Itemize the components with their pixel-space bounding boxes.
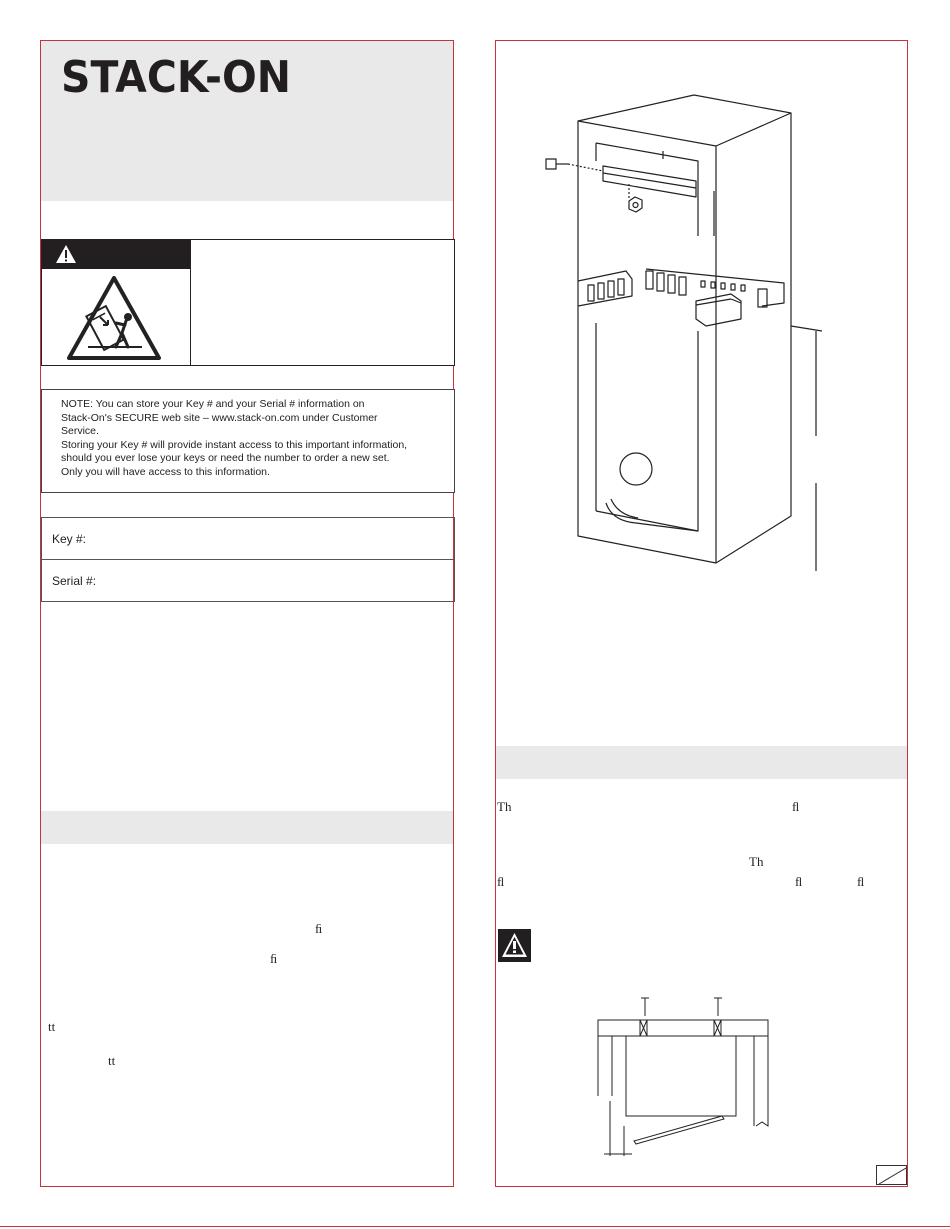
right-panel: [495, 40, 908, 1187]
page-bottom-rule: [0, 1226, 950, 1227]
ligature-tt: tt: [48, 1019, 56, 1034]
stack-on-logo: [61, 55, 293, 97]
ligature-fl: ﬂ: [857, 874, 865, 889]
serial-number-label: Serial #:: [52, 573, 97, 588]
tip-over-hazard-icon: [66, 275, 162, 361]
ligature-fl: ﬂ: [792, 799, 800, 814]
ligature-th: Th: [749, 854, 764, 869]
left-panel: [40, 40, 454, 1187]
note-line: Service.: [61, 425, 99, 437]
caution-icon: [498, 929, 531, 962]
logo-text: STACK-ON: [61, 55, 291, 97]
ligature-th: Th: [497, 799, 512, 814]
ligature-tt: tt: [108, 1053, 116, 1068]
ligature-fl: ﬂ: [497, 874, 505, 889]
warning-triangle-icon: [55, 244, 77, 264]
section-band-left: [41, 811, 453, 844]
warning-header-bar: [42, 240, 190, 269]
note-line: Storing your Key # will provide instant access to this important information,: [61, 438, 408, 451]
page-corner-box: [876, 1165, 907, 1185]
note-line: NOTE: You can store your Key # and your Serial # information on: [61, 398, 365, 410]
key-number-label: Key #:: [52, 531, 87, 546]
section-band-right: [496, 746, 907, 779]
warning-divider: [190, 240, 191, 365]
cabinet-illustration: [526, 91, 866, 571]
installation-diagram: [594, 996, 774, 1166]
note-line: should you ever lose your keys or need the number to order a new set.: [61, 452, 390, 464]
key-number-field: [41, 517, 455, 560]
note-text: [61, 398, 446, 479]
ligature-fi: ﬁ: [270, 951, 278, 966]
warning-box: [41, 239, 455, 366]
ligature-fl: ﬂ: [795, 874, 803, 889]
ligature-fi: ﬁ: [315, 921, 323, 936]
note-box: [41, 389, 455, 493]
page-corner-slash: [877, 1166, 907, 1185]
serial-number-field: [41, 559, 455, 602]
note-line: Only you will have access to this information.: [61, 465, 270, 478]
note-line: Stack-On's SECURE web site – www.stack-on.com under Customer: [61, 411, 378, 424]
